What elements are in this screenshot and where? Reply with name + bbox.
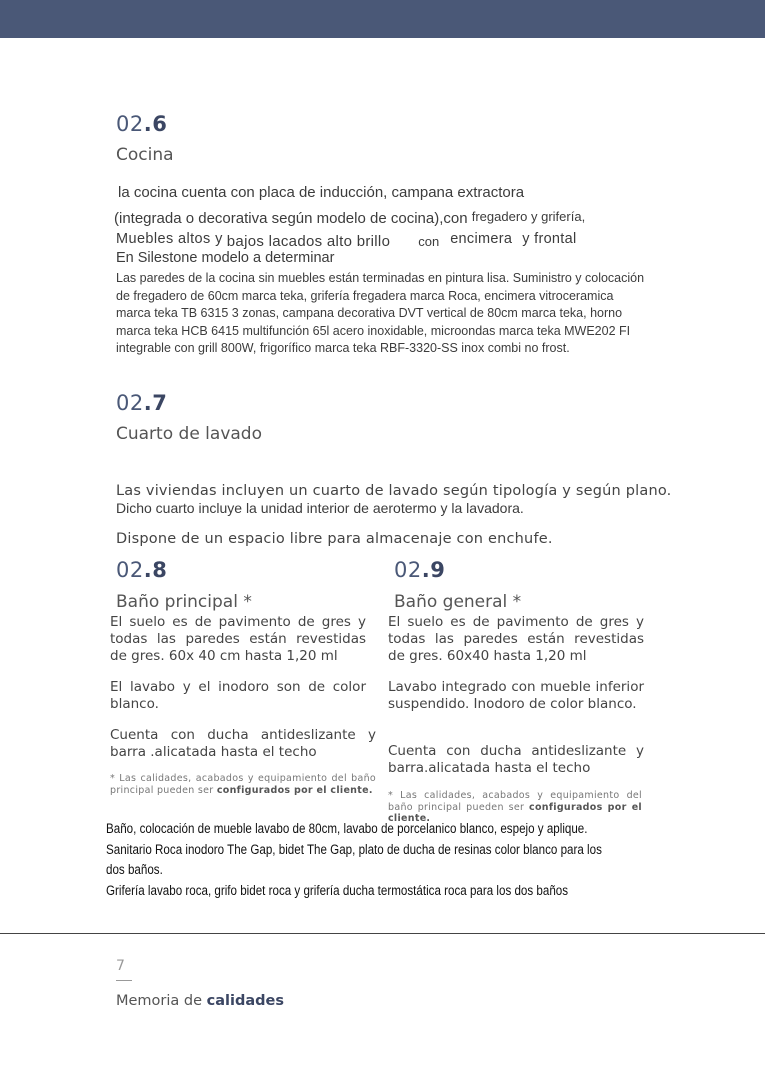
note-text: * Las calidades, acabados y equipamiento del baño principal pueden ser <box>388 790 642 813</box>
cocina-line-2 <box>114 209 585 227</box>
section-title-bano-principal: Baño principal * <box>116 592 252 612</box>
bano-principal-p2: El lavabo y el inodoro son de color blanco. <box>110 679 366 712</box>
page-number-underline <box>116 980 132 981</box>
cocina-line-3e: y frontal <box>522 231 577 247</box>
banos-line-2: Sanitario Roca inodoro The Gap, bidet The Gap, plato de ducha de resinas color blanco para los dos baños. <box>106 841 602 877</box>
cocina-line-3b: bajos lacados alto brillo <box>226 233 391 250</box>
section-number: 02 <box>116 558 144 582</box>
section-number-bold: .8 <box>143 558 168 582</box>
cocina-line-3a: Muebles altos y <box>116 231 223 247</box>
banos-line-1: Baño, colocación de mueble lavabo de 80cm, lavabo de porcelanico blanco, espejo y aplique. <box>106 821 588 836</box>
section-number: 02 <box>394 558 422 582</box>
section-number-bold: .7 <box>143 391 168 415</box>
header-bar <box>0 0 765 38</box>
cocina-line-3c: con <box>418 234 440 249</box>
lavado-line-2: Dicho cuarto incluye la unidad interior de aerotermo y la lavadora. <box>116 500 524 516</box>
cocina-line-4: En Silestone modelo a determinar <box>116 250 335 266</box>
banos-line-3: Grifería lavabo roca, grifo bidet roca y grifería ducha termostática roca para los dos baños <box>106 882 569 898</box>
note-bold: configurados por el cliente. <box>388 801 642 824</box>
note-text: * Las calidades, acabados y equipamiento del baño principal pueden ser <box>110 773 376 796</box>
page-number: 7 <box>116 958 125 974</box>
cocina-line-1: la cocina cuenta con placa de inducción, campana extractora <box>118 184 525 201</box>
cocina-line-2a: (integrada o decorativa según modelo de cocina),con <box>114 210 468 227</box>
section-number-02-6 <box>116 112 167 136</box>
cocina-line-2b: fregadero y grifería, <box>471 209 586 224</box>
section-title-lavado: Cuarto de lavado <box>116 424 262 444</box>
bano-general-p1: El suelo es de pavimento de gres y todas las paredes están revestidas de gres. 60x40 hasta 1,20 ml <box>388 614 644 664</box>
lavado-line-1: Las viviendas incluyen un cuarto de lavado según tipología y según plano. <box>116 483 672 499</box>
section-number-bold: .6 <box>143 112 168 136</box>
cocina-detail: Las paredes de la cocina sin muebles están terminadas en pintura lisa. Suministro y colocación de fregadero de 60cm marca teka, grifería fregadera marca Roca, encimera vitroceramica marca teka TB 6315 3 zonas, campana decorativa DVT vertical de 80cm marca teka, horno marca teka HCB 6415 multifunción 65l acero inoxidable, microondas marca teka MWE202 FI integrable con grill 800W, frigorífico marca teka RBF-3320-SS inox combi no frost. <box>116 271 645 355</box>
footer-label-bold: calidades <box>206 993 284 1009</box>
footer-label-text: Memoria de <box>116 993 203 1009</box>
section-title-cocina: Cocina <box>116 145 174 165</box>
banos-description <box>106 819 602 901</box>
section-number: 02 <box>116 112 144 136</box>
bano-principal-p1: El suelo es de pavimento de gres y todas las paredes están revestidas de gres. 60x 40 cm hasta 1,20 ml <box>110 614 366 664</box>
bano-principal-p3: Cuenta con ducha antideslizante y barra .alicatada hasta el techo <box>110 727 376 760</box>
section-number: 02 <box>116 391 144 415</box>
section-number-02-8 <box>116 558 167 582</box>
lavado-line-3: Dispone de un espacio libre para almacenaje con enchufe. <box>116 531 553 547</box>
footer-divider <box>0 933 765 934</box>
footer-label <box>116 993 284 1009</box>
section-number-02-9 <box>394 558 445 582</box>
note-bold: configurados por el cliente. <box>216 784 373 796</box>
section-title-bano-general: Baño general * <box>394 592 522 612</box>
bano-principal-note <box>110 773 376 796</box>
bano-general-p3: Cuenta con ducha antideslizante y barra.alicatada hasta el techo <box>388 743 644 776</box>
bano-general-p2: Lavabo integrado con mueble inferior suspendido. Inodoro de color blanco. <box>388 679 644 712</box>
section-number-bold: .9 <box>421 558 446 582</box>
cocina-line-3d: encimera <box>450 231 513 247</box>
section-number-02-7 <box>116 391 167 415</box>
cocina-line-3 <box>116 231 577 250</box>
